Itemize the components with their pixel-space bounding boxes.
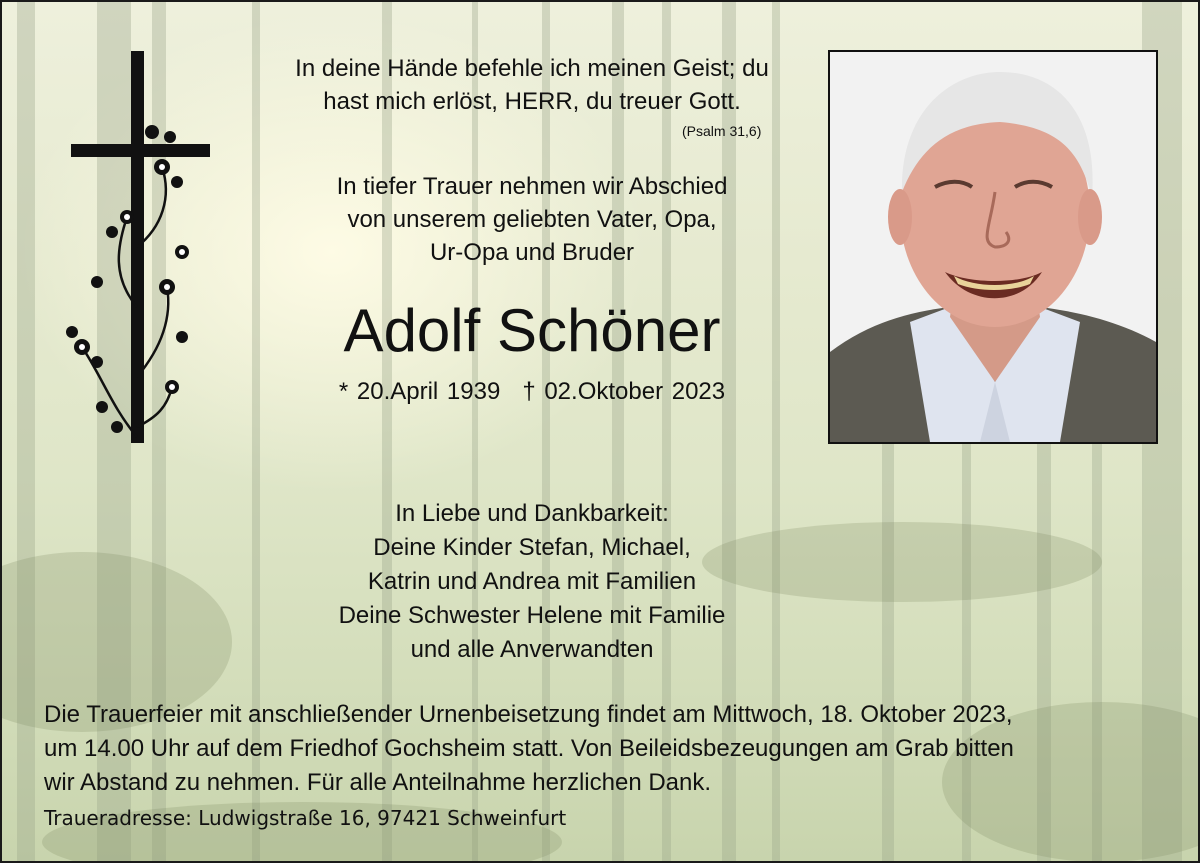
thanks-line: Katrin und Andrea mit Familien — [367, 568, 697, 595]
ceremony-line: wir Abstand zu nehmen. Für alle Anteilnahme herzlichen Dank. — [44, 769, 712, 796]
verse-reference: (Psalm 31,6) — [682, 123, 762, 139]
intro-line-3: Ur-Opa und Bruder — [429, 239, 635, 266]
thanks-line: und alle Anverwandten — [410, 636, 654, 663]
funeral-details — [44, 698, 1164, 800]
mourning-address: Traueradresse: Ludwigstraße 16, 97421 Schweinfurt — [44, 806, 567, 830]
verse-line-2: hast mich erlöst, HERR, du treuer Gott. — [323, 88, 741, 115]
ceremony-line: um 14.00 Uhr auf dem Friedhof Gochsheim statt. Von Beileidsbezeugungen am Grab bitten — [44, 735, 1014, 762]
family-signature — [232, 497, 832, 667]
birth-date: * 20.April 1939 — [338, 378, 501, 405]
thanks-line: In Liebe und Dankbarkeit: — [395, 500, 669, 527]
portrait-photo — [828, 50, 1158, 444]
death-date: † 02.Oktober 2023 — [522, 378, 726, 405]
bible-verse — [242, 52, 822, 118]
intro-line-1: In tiefer Trauer nehmen wir Abschied — [336, 173, 728, 200]
mourning-intro — [232, 170, 832, 269]
verse-line-1: In deine Hände befehle ich meinen Geist; du — [295, 55, 769, 82]
deceased-name: Adolf Schöner — [343, 297, 721, 364]
ceremony-line: Die Trauerfeier mit anschließender Urnenbeisetzung findet am Mittwoch, 18. Oktober 2023, — [44, 701, 1013, 728]
intro-line-2: von unserem geliebten Vater, Opa, — [347, 206, 717, 233]
cross-with-flowers-icon — [42, 47, 222, 447]
thanks-line: Deine Schwester Helene mit Familie — [338, 602, 726, 629]
life-dates — [262, 375, 802, 409]
thanks-line: Deine Kinder Stefan, Michael, — [373, 534, 691, 561]
portrait-illustration — [830, 52, 1156, 442]
